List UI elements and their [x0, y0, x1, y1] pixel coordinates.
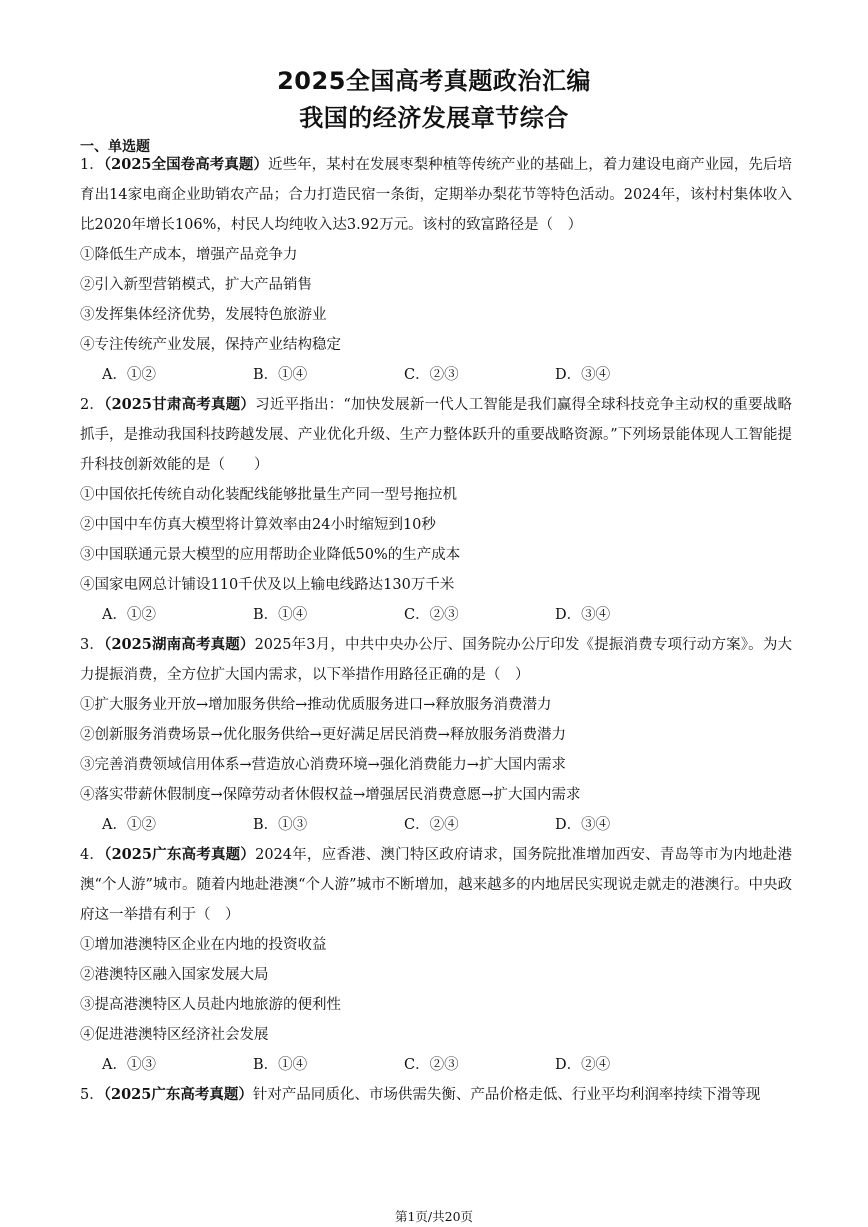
question-source: （2025全国卷高考真题） [103, 156, 269, 173]
question-number: 1． [80, 157, 104, 173]
choice-c: C．②③ [404, 607, 459, 623]
question-stem: 针对产品同质化、市场供需失衡、产品价格走低、行业平均利润率持续下滑等现 [252, 1087, 761, 1103]
question-number: 4． [80, 847, 105, 863]
statement-option: ②引入新型营销模式，扩大产品销售 [80, 277, 312, 293]
question-list [80, 150, 792, 1110]
question-3 [80, 630, 792, 840]
question-stem: 2025年3月，中共中央办公厅、国务院办公厅印发《提振消费专项行动方案》。为大力提振消费，全方位扩大国内需求，以下举措作用路径正确的是（ ） [80, 637, 792, 683]
choice-c: C．②③ [404, 367, 459, 383]
statement-option: ②港澳特区融入国家发展大局 [80, 967, 269, 983]
statement-option: ①增加港澳特区企业在内地的投资收益 [80, 937, 327, 953]
statement-option: ③发挥集体经济优势，发展特色旅游业 [80, 307, 327, 323]
choice-d: D．②④ [555, 1057, 611, 1073]
choice-a: A．①② [102, 367, 156, 383]
choice-c: C．②④ [404, 817, 459, 833]
question-source: （2025广东高考真题） [103, 1086, 253, 1103]
statement-option: ②创新服务消费场景→优化服务供给→更好满足居民消费→释放服务消费潜力 [80, 727, 566, 743]
choice-a: A．①③ [102, 1057, 156, 1073]
answer-choices [80, 360, 792, 390]
question-4 [80, 840, 792, 1080]
statement-option: ④落实带薪休假制度→保障劳动者休假权益→增强居民消费意愿→扩大国内需求 [80, 787, 581, 803]
question-source: （2025广东高考真题） [104, 846, 256, 863]
choice-b: B．①③ [253, 817, 308, 833]
statement-option: ①降低生产成本，增强产品竞争力 [80, 247, 298, 263]
choice-b: B．①④ [253, 1057, 308, 1073]
question-1 [80, 150, 792, 390]
question-number: 2． [80, 397, 105, 413]
document-subtitle: 我国的经济发展章节综合 [299, 104, 569, 132]
question-stem: 习近平指出：“加快发展新一代人工智能是我们赢得全球科技竞争主动权的重要战略抓手，是推动我国科技跨越发展、产业优化升级、生产力整体跃升的重要战略资源。”下列场景能体现人工智能提升科技创新效能的是（ ） [80, 397, 792, 473]
statement-option: ①扩大服务业开放→增加服务供给→推动优质服务进口→释放服务消费潜力 [80, 697, 552, 713]
question-stem: 近些年，某村在发展枣梨种植等传统产业的基础上，着力建设电商产业园，先后培育出14家电商企业助销农产品；合力打造民宿一条街，定期举办梨花节等特色活动。2024年，该村村集体收入比2020年增长106%，村民人均纯收入达3.92万元。该村的致富路径是（ ） [80, 157, 792, 233]
choice-b: B．①④ [253, 367, 308, 383]
question-stem: 2024年，应香港、澳门特区政府请求，国务院批准增加西安、青岛等市为内地赴港澳“个人游”城市。随着内地赴港澳“个人游”城市不断增加，越来越多的内地居民实现说走就走的港澳行。中央政府这一举措有利于（ ） [80, 847, 792, 923]
statement-option: ③完善消费领域信用体系→营造放心消费环境→强化消费能力→扩大国内需求 [80, 757, 566, 773]
choice-d: D．③④ [555, 367, 611, 383]
choice-c: C．②③ [404, 1057, 459, 1073]
statement-option: ③中国联通元景大模型的应用帮助企业降低50%的生产成本 [80, 547, 461, 563]
statement-option: ④促进港澳特区经济社会发展 [80, 1027, 269, 1043]
answer-choices [80, 810, 792, 840]
question-source: （2025甘肃高考真题） [104, 396, 256, 413]
question-2 [80, 390, 792, 630]
choice-d: D．③④ [555, 817, 611, 833]
answer-choices [80, 600, 792, 630]
choice-a: A．①② [102, 607, 156, 623]
statement-option: ④国家电网总计铺设110千伏及以上输电线路达130万千米 [80, 577, 455, 593]
section-heading: 一、单选题 [80, 139, 150, 155]
choice-d: D．③④ [555, 607, 611, 623]
question-number: 5． [80, 1087, 104, 1103]
answer-choices [80, 1050, 792, 1080]
question-5 [80, 1080, 792, 1110]
question-source: （2025湖南高考真题） [104, 636, 255, 653]
document-title: 2025全国高考真题政治汇编 [277, 67, 591, 95]
choice-a: A．①② [102, 817, 156, 833]
statement-option: ②中国中车仿真大模型将计算效率由24小时缩短到10秒 [80, 517, 436, 533]
page-number: 第1页/共20页 [394, 1209, 474, 1224]
question-number: 3． [80, 637, 105, 653]
statement-option: ①中国依托传统自动化装配线能够批量生产同一型号拖拉机 [80, 487, 457, 503]
statement-option: ③提高港澳特区人员赴内地旅游的便利性 [80, 997, 341, 1013]
choice-b: B．①④ [253, 607, 308, 623]
statement-option: ④专注传统产业发展，保持产业结构稳定 [80, 337, 341, 353]
